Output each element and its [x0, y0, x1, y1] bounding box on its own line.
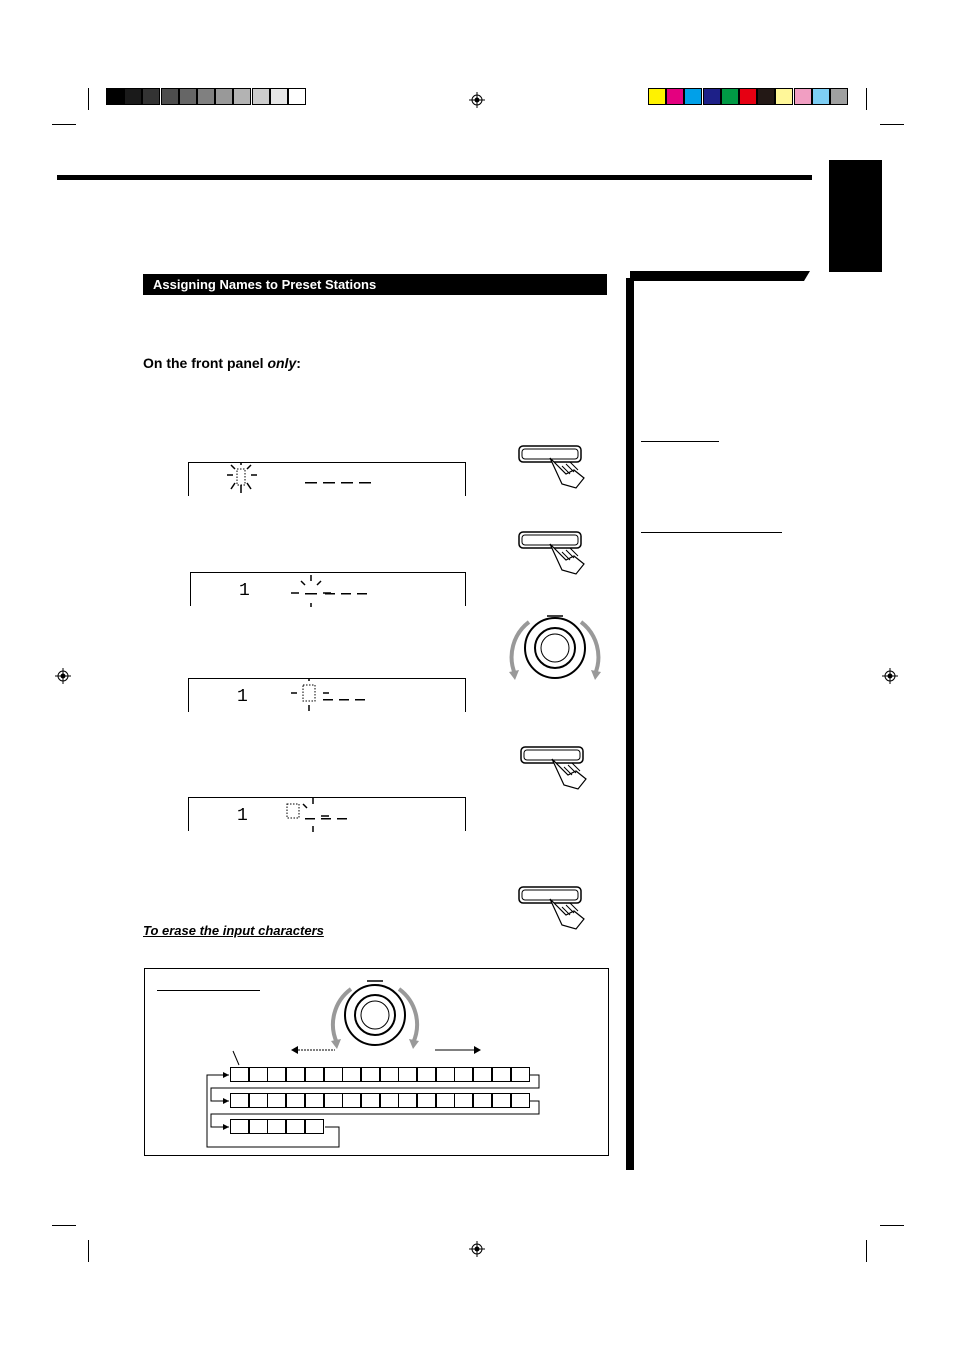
crop-mark: [88, 1240, 89, 1262]
display-segments: [189, 798, 467, 832]
grayscale-swatch: [288, 88, 306, 105]
sidebar-frame: [624, 270, 814, 1172]
display-segments: [191, 573, 467, 607]
process-color-swatch: [666, 88, 684, 105]
grayscale-swatch: [233, 88, 251, 105]
grayscale-swatch: [252, 88, 270, 105]
left-arrow-icon: [291, 1045, 337, 1055]
language-tab: [829, 160, 882, 272]
blink-rays-icon: [303, 798, 329, 832]
box-heading-rule: [157, 990, 260, 991]
start-pointer-icon: [231, 1049, 245, 1067]
grayscale-swatch: [179, 88, 197, 105]
fl-display: [188, 797, 466, 831]
sidebar-rule: [641, 532, 782, 533]
blink-rays-icon: [291, 575, 331, 607]
svg-text:1: 1: [237, 806, 248, 826]
character-table-box: [144, 968, 609, 1156]
process-color-swatch: [794, 88, 812, 105]
grayscale-swatch: [270, 88, 288, 105]
front-panel-subhead: On the front panel only:: [143, 355, 301, 371]
grayscale-swatch: [215, 88, 233, 105]
press-button-icon: [518, 530, 588, 576]
process-color-swatch: [739, 88, 757, 105]
crop-mark: [52, 1225, 76, 1226]
crop-mark: [52, 124, 76, 125]
press-button-icon: [518, 444, 588, 490]
registration-mark-icon: [55, 668, 71, 684]
rotary-knob-icon: [325, 975, 425, 1055]
crop-mark: [88, 88, 89, 110]
crop-mark: [866, 1240, 867, 1262]
grayscale-swatch: [197, 88, 215, 105]
erase-characters-heading: To erase the input characters: [143, 923, 324, 938]
header-rule: [57, 175, 812, 180]
crop-mark: [866, 88, 867, 110]
fl-display: [188, 462, 466, 496]
svg-text:1: 1: [237, 687, 248, 707]
fl-display: [188, 678, 466, 712]
crop-mark: [880, 1225, 904, 1226]
section-title-bar: Assigning Names to Preset Stations: [143, 274, 607, 295]
press-button-icon: [518, 885, 588, 931]
process-color-swatch: [812, 88, 830, 105]
process-color-swatch: [775, 88, 793, 105]
blink-rays-icon: [227, 463, 257, 493]
rotary-knob-icon: [505, 612, 605, 684]
grayscale-swatch: [142, 88, 160, 105]
process-color-swatch: [648, 88, 666, 105]
fl-display: [190, 572, 466, 606]
grayscale-swatch: [161, 88, 179, 105]
grayscale-swatch: [124, 88, 142, 105]
process-color-swatch: [757, 88, 775, 105]
process-color-swatch: [684, 88, 702, 105]
registration-mark-icon: [469, 1241, 485, 1257]
press-button-icon: [520, 745, 590, 791]
registration-mark-icon: [882, 668, 898, 684]
right-arrow-icon: [435, 1045, 481, 1055]
grayscale-swatch: [106, 88, 124, 105]
process-color-swatch: [703, 88, 721, 105]
display-segments: [189, 463, 467, 497]
crop-mark: [880, 124, 904, 125]
blink-rays-icon: [291, 679, 329, 711]
sidebar-rule: [641, 441, 719, 442]
registration-mark-icon: [469, 92, 485, 108]
svg-text:1: 1: [239, 581, 250, 601]
display-segments: [189, 679, 467, 713]
row-loop-lines: [203, 1069, 545, 1151]
process-color-swatch: [721, 88, 739, 105]
process-color-swatch: [830, 88, 848, 105]
